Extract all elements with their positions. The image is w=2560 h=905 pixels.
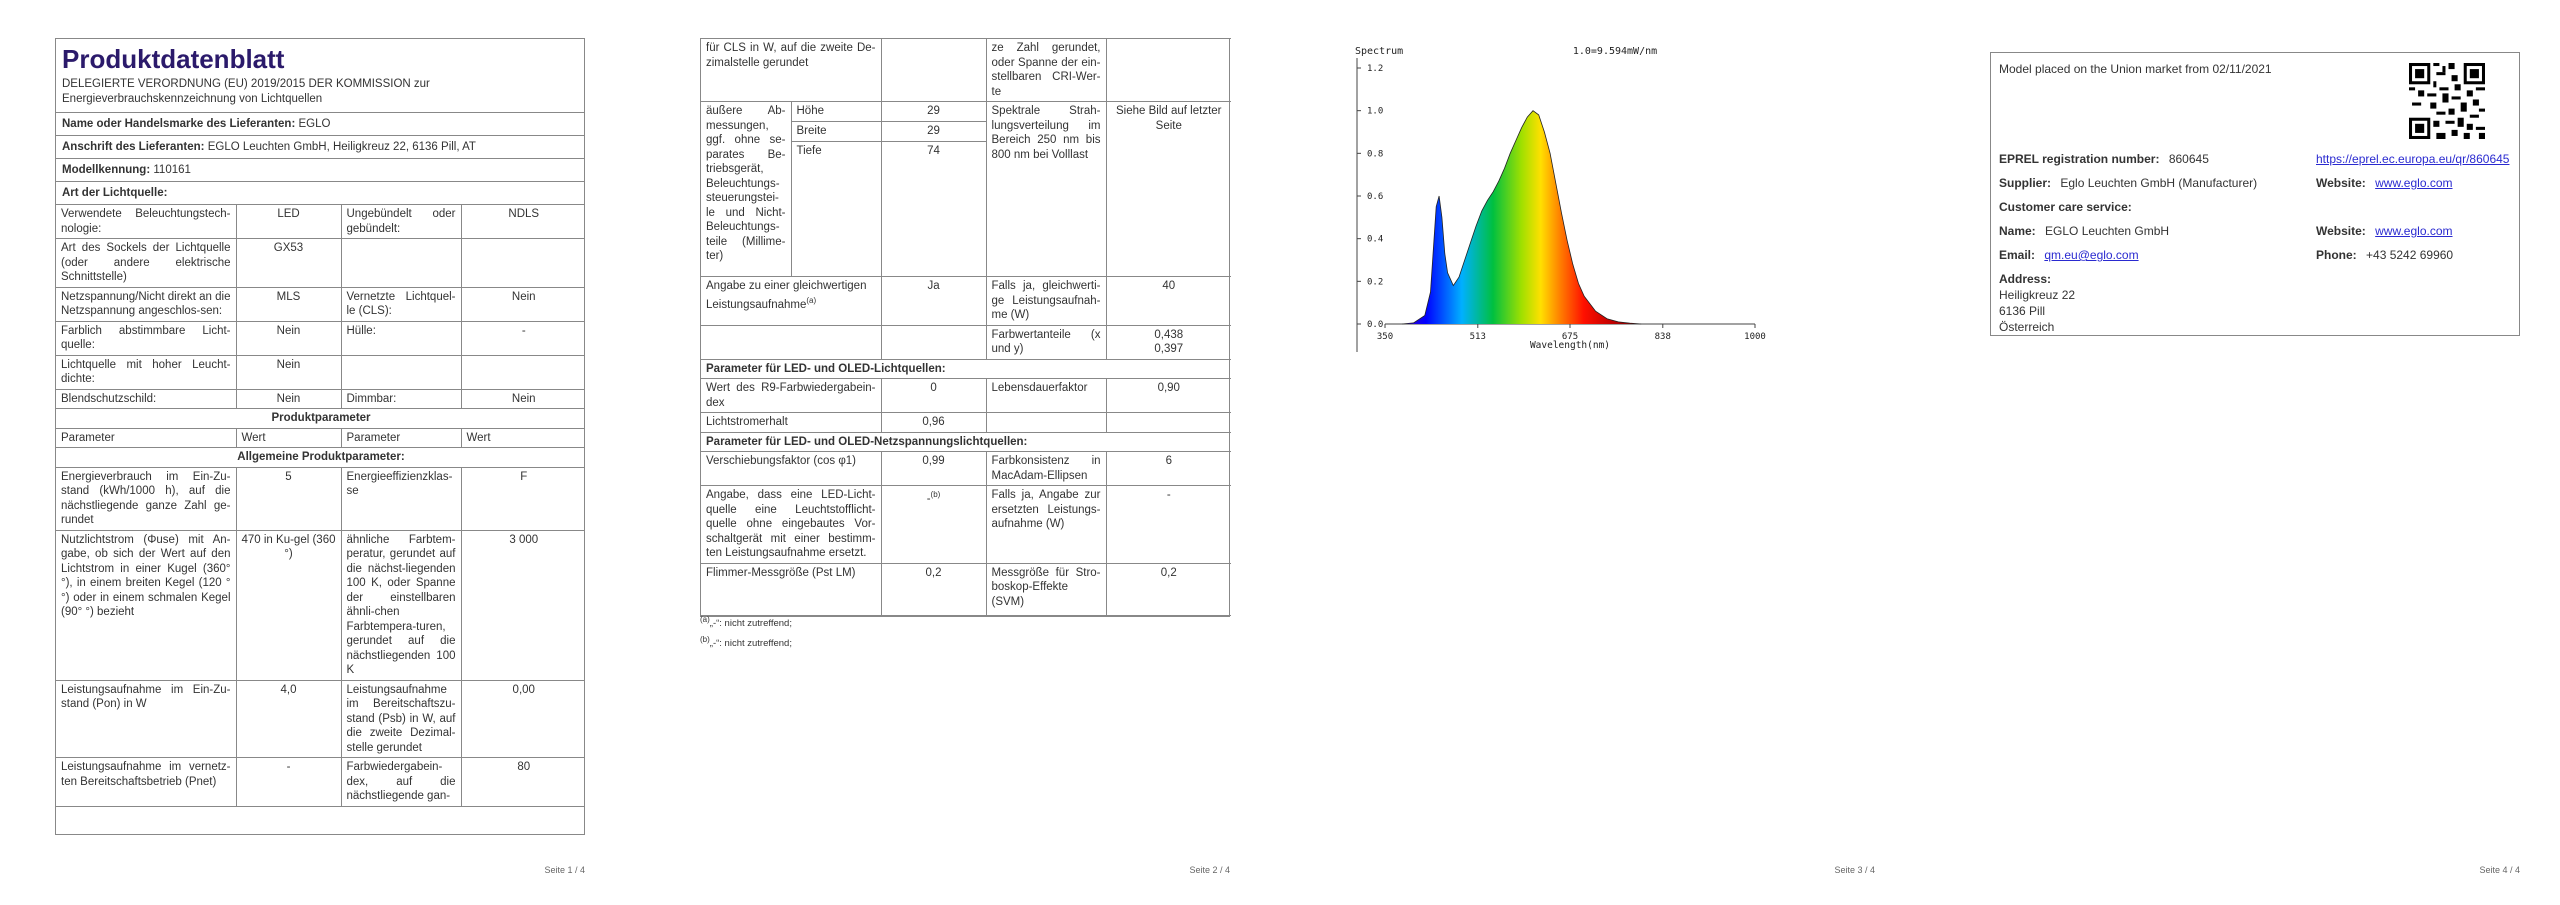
name-value: EGLO Leuchten GmbH	[2045, 224, 2170, 238]
cell	[1106, 413, 1231, 433]
table-row	[56, 389, 585, 409]
email-label: Email:	[1999, 248, 2036, 262]
cell: 0,00	[461, 680, 585, 758]
address-line: 6136 Pill	[1999, 304, 2046, 318]
website2-link[interactable]: www.eglo.com	[2375, 224, 2453, 238]
cell: Energieverbrauch im Ein-Zu-stand (kWh/1000 h), auf die nächstliegende ganze Zahl ge-rundet	[56, 467, 236, 530]
cell: Nein	[236, 389, 341, 409]
cell: NDLS	[461, 205, 585, 239]
y-ticks	[1357, 64, 1383, 330]
cell	[1106, 325, 1231, 359]
type-header-label: Art der Lichtquelle:	[62, 187, 168, 199]
x-tick-label: 1000	[1744, 332, 1766, 342]
table-row	[701, 486, 1231, 564]
table-row	[56, 680, 585, 758]
page-number: Seite 4 / 4	[2479, 865, 2520, 875]
supplier-row	[1999, 175, 2257, 191]
page-1	[55, 0, 585, 905]
table-row	[56, 321, 585, 355]
model-value: 110161	[153, 164, 191, 176]
cell: 0,96	[881, 413, 986, 433]
website2-row	[2316, 223, 2453, 239]
cell	[461, 355, 585, 389]
table-row	[56, 239, 585, 288]
y-tick-label: 1.0	[1367, 106, 1384, 117]
y-tick-label: 0.6	[1367, 192, 1384, 202]
net-header: Parameter für LED- und OLED-Netzspannungslichtquellen:	[701, 432, 1231, 452]
footnote-mark: (a)	[700, 615, 710, 624]
cell: Lichtquelle mit hoher Leucht-dichte:	[56, 355, 236, 389]
supplier-label: Name oder Handelsmarke des Lieferanten:	[62, 118, 296, 130]
table-row	[56, 530, 585, 680]
cell: 470 in Ku-gel (360 °)	[236, 530, 341, 680]
table-row	[701, 452, 1231, 486]
page-number: Seite 2 / 4	[1189, 865, 1230, 875]
address-line: Österreich	[1999, 320, 2055, 334]
cell: Netzspannung/Nicht direkt an die Netzspannung angeschlos-sen:	[56, 287, 236, 321]
cell: Ja	[881, 277, 986, 326]
table-row	[56, 467, 585, 530]
table-row	[56, 355, 585, 389]
x-tick-label: 675	[1561, 332, 1579, 342]
cell: 0	[881, 379, 986, 413]
cell-text: 0,438	[1154, 328, 1184, 341]
cell: Blendschutzschild:	[56, 389, 236, 409]
website-label: Website:	[2316, 176, 2366, 190]
care-label: Customer care service:	[1999, 200, 2132, 214]
cell: Nein	[461, 287, 585, 321]
phone-value: +43 5242 69960	[2366, 248, 2454, 262]
address-block	[1999, 271, 2075, 335]
cell: Falls ja, Angabe zur ersetzten Leistungs-aufnahme (W)	[986, 486, 1106, 564]
y-tick-label: 0.0	[1367, 320, 1384, 330]
cell: Lebensdauerfaktor	[986, 379, 1106, 413]
supplier-label: Supplier:	[1999, 176, 2052, 190]
table-row	[701, 102, 1231, 122]
cell: ze Zahl gerundet, oder Spanne der ein-stellbaren CRI-Wer-te	[986, 39, 1106, 102]
x-tick-label: 513	[1469, 332, 1486, 342]
cell: 6	[1106, 452, 1231, 486]
footnote-mark: (a)	[806, 295, 817, 305]
cell	[1106, 39, 1231, 102]
address-label: Address:	[1999, 272, 2052, 286]
cell: Siehe Bild auf letzter Seite	[1106, 102, 1231, 277]
title-block	[56, 39, 584, 113]
table-row	[701, 413, 1231, 433]
cell	[701, 325, 881, 359]
spectrum-chart	[1345, 38, 1785, 358]
footnote-mark: (b)	[700, 635, 710, 645]
cell: Farbwertanteile (x und y)	[986, 325, 1106, 359]
cell	[986, 413, 1106, 433]
cell-text: Angabe zu einer gleichwertigen Leistungsaufnahme	[706, 280, 867, 311]
website-row	[2316, 175, 2453, 191]
table-row	[701, 277, 1231, 326]
cell: -	[236, 758, 341, 807]
cell	[461, 239, 585, 288]
x-tick-label: 350	[1376, 332, 1394, 342]
page-number: Seite 3 / 4	[1834, 865, 1875, 875]
table-row	[701, 325, 1231, 359]
cell: 5	[236, 467, 341, 530]
parameter-table	[701, 38, 1231, 616]
table-row	[701, 563, 1231, 615]
cell: Lichtstromerhalt	[701, 413, 881, 433]
website2-label: Website:	[2316, 224, 2366, 238]
footnote-mark: (b)	[930, 490, 941, 499]
cell: Nein	[236, 355, 341, 389]
cell	[881, 325, 986, 359]
cell: Wert des R9-Farbwiedergabein-dex	[701, 379, 881, 413]
table-row	[701, 359, 1231, 379]
y-tick-label: 0.8	[1367, 149, 1384, 160]
address-value: EGLO Leuchten GmbH, Heiligkreuz 22, 6136 Pill, AT	[207, 141, 476, 153]
cell	[341, 239, 461, 288]
cell: Ungebündelt oder gebündelt:	[341, 205, 461, 239]
table-row	[701, 379, 1231, 413]
eprel-link[interactable]: https://eprel.ec.europa.eu/qr/860645	[2316, 152, 2510, 166]
phone-label: Phone:	[2316, 248, 2357, 262]
eprel-frame	[1990, 52, 2520, 336]
col-header: Wert	[236, 428, 341, 448]
cell: F	[461, 467, 585, 530]
cell: 80	[461, 758, 585, 807]
datasheet-frame	[700, 38, 1230, 617]
page-3	[1345, 0, 1875, 905]
address-line	[56, 136, 584, 159]
cell: GX53	[236, 239, 341, 288]
general-header: Allgemeine Produktparameter:	[56, 448, 585, 468]
eprel-row	[1999, 151, 2209, 167]
model-label: Modellkennung:	[62, 164, 151, 176]
eprel-label: EPREL registration number:	[1999, 152, 2160, 166]
footnote-text: „-“: nicht zutreffend;	[709, 638, 792, 650]
cell-text: 0,397	[1154, 343, 1184, 355]
footnotes	[700, 612, 792, 652]
light-source-table	[56, 205, 585, 807]
cell: Falls ja, gleichwerti-ge Leistungsaufnah-me (W)	[986, 277, 1106, 326]
page-title: Produktdatenblatt	[62, 44, 285, 74]
eprel-value: 860645	[2168, 152, 2209, 166]
cell: Breite	[791, 122, 881, 142]
cell: Spektrale Strah-lungsverteilung im Bereich 250 nm bis 800 nm bei Volllast	[986, 102, 1106, 277]
footnote-a	[700, 612, 792, 632]
table-row	[701, 39, 1231, 102]
cell: Verschiebungsfaktor (cos φ1)	[701, 452, 881, 486]
x-tick-label: 838	[1654, 332, 1671, 342]
cell: Vernetzte Lichtquel-le (CLS):	[341, 287, 461, 321]
table-row	[56, 409, 585, 429]
cell: Energieeffizienzklas-se	[341, 467, 461, 530]
page-2	[700, 0, 1230, 905]
cell: Farblich abstimmbare Licht-quelle:	[56, 321, 236, 355]
y-tick-label: 0.4	[1367, 234, 1384, 245]
datasheet-frame	[55, 38, 585, 835]
col-header: Wert	[461, 428, 585, 448]
name-label: Name:	[1999, 224, 2036, 238]
cell: Verwendete Beleuchtungstech-nologie:	[56, 205, 236, 239]
cell: Dimmbar:	[341, 389, 461, 409]
cell: 4,0	[236, 680, 341, 758]
type-header	[56, 182, 584, 205]
spectrum-area	[1402, 111, 1641, 324]
chart-title: Spectrum	[1355, 46, 1404, 57]
table-row	[56, 428, 585, 448]
cell: 40	[1106, 277, 1231, 326]
cell: Art des Sockels der Lichtquelle (oder andere elektrische Schnittstelle)	[56, 239, 236, 288]
cell: 74	[881, 142, 986, 277]
cell	[701, 277, 881, 326]
cell: Tiefe	[791, 142, 881, 277]
cell: 3 000	[461, 530, 585, 680]
cell: Höhe	[791, 102, 881, 122]
cell: Nein	[461, 389, 585, 409]
address-label: Anschrift des Lieferanten:	[62, 141, 205, 153]
phone-row	[2316, 247, 2453, 263]
cell: Nein	[236, 321, 341, 355]
footnote-text: „-“: nicht zutreffend;	[709, 618, 792, 630]
y-tick-label: 1.2	[1367, 64, 1384, 74]
cell: 29	[881, 102, 986, 122]
cell: LED	[236, 205, 341, 239]
cell: -	[461, 321, 585, 355]
cell: 0,2	[1106, 563, 1231, 615]
cell: 29	[881, 122, 986, 142]
col-header: Parameter	[341, 428, 461, 448]
cell: -	[1106, 486, 1231, 564]
table-row	[56, 758, 585, 807]
regulation-subtitle: DELEGIERTE VERORDNUNG (EU) 2019/2015 DER KOMMISSION zur Energieverbrauchskennzeichnung von Lichtquellen	[62, 78, 430, 105]
cell: Leistungsaufnahme im Ein-Zu-stand (Pon) in W	[56, 680, 236, 758]
cell: 0,99	[881, 452, 986, 486]
cell	[881, 39, 986, 102]
cell: Leistungsaufnahme im Bereitschaftszu-stand (Psb) in W, auf die zweite Dezimal-stelle gerundet	[341, 680, 461, 758]
cell: Angabe, dass eine LED-Licht-quelle eine Leuchtstofflicht-quelle ohne eingebautes Vor-schaltgerät mit einer bestimm-ten Leistungsaufnahme ersetzt.	[701, 486, 881, 564]
page-4	[1990, 0, 2520, 905]
supplier-value: EGLO	[298, 118, 331, 130]
model-line	[56, 159, 584, 182]
cell: ähnliche Farbtem-peratur, gerundet auf die nächst-liegenden 100 K, oder Spanne der einstellbaren ähnli-chen Farbtempera-turen, gerundet auf die nächstliegenden 100 K	[341, 530, 461, 680]
cell: Nutzlichtstrom (Φuse) mit An-gabe, ob sich der Wert auf den Lichtstrom in einer Kugel (360° °), in einem breiten Kegel (120 °°) oder in einem schmalen Kegel (90° °) bezieht	[56, 530, 236, 680]
supplier-value: Eglo Leuchten GmbH (Manufacturer)	[2060, 176, 2258, 190]
market-text: Model placed on the Union market from 02/11/2021	[1999, 62, 2272, 76]
cell: 0,2	[881, 563, 986, 615]
cell: MLS	[236, 287, 341, 321]
chart-annotation: 1.0=9.594mW/nm	[1572, 46, 1658, 57]
name-row	[1999, 223, 2169, 239]
cell: Farbwiedergabein-dex, auf die nächstliegende gan-	[341, 758, 461, 807]
cell	[881, 486, 986, 564]
cell: Hülle:	[341, 321, 461, 355]
cell	[341, 355, 461, 389]
cell-text: -	[926, 492, 931, 505]
supplier-line	[56, 113, 584, 136]
cell: Flimmer-Messgröße (Pst LM)	[701, 563, 881, 615]
table-row	[56, 205, 585, 239]
cell: 0,90	[1106, 379, 1231, 413]
email-row	[1999, 247, 2139, 263]
y-tick-label: 0.2	[1367, 277, 1384, 288]
cell: für CLS in W, auf die zweite De-zimalstelle gerundet	[701, 39, 881, 102]
dimensions-label: äußere Ab-messungen, ggf. ohne se-parates Be-triebsgerät, Beleuchtungs-steuerungstei-le und Nicht-Beleuchtungs-teile (Millime-ter)	[701, 102, 791, 277]
website-link[interactable]: www.eglo.com	[2375, 176, 2453, 190]
param-header: Produktparameter	[56, 409, 585, 429]
cell: Leistungsaufnahme im vernetz-ten Bereitschaftsbetrieb (Pnet)	[56, 758, 236, 807]
table-row	[701, 432, 1231, 452]
address-line: Heiligkreuz 22	[1999, 288, 2076, 302]
qr-code-icon	[2409, 63, 2485, 139]
table-row	[56, 287, 585, 321]
cell: Messgröße für Stro-boskop-Effekte (SVM)	[986, 563, 1106, 615]
led-header: Parameter für LED- und OLED-Lichtquellen:	[701, 359, 1231, 379]
col-header: Parameter	[56, 428, 236, 448]
email-link[interactable]: qm.eu@eglo.com	[2044, 248, 2139, 262]
care-header	[1999, 199, 2132, 215]
cell: Farbkonsistenz in MacAdam-Ellipsen	[986, 452, 1106, 486]
table-row	[56, 448, 585, 468]
page-number: Seite 1 / 4	[544, 865, 585, 875]
x-axis-label: Wavelength(nm)	[1529, 340, 1611, 351]
footnote-b	[700, 632, 792, 652]
